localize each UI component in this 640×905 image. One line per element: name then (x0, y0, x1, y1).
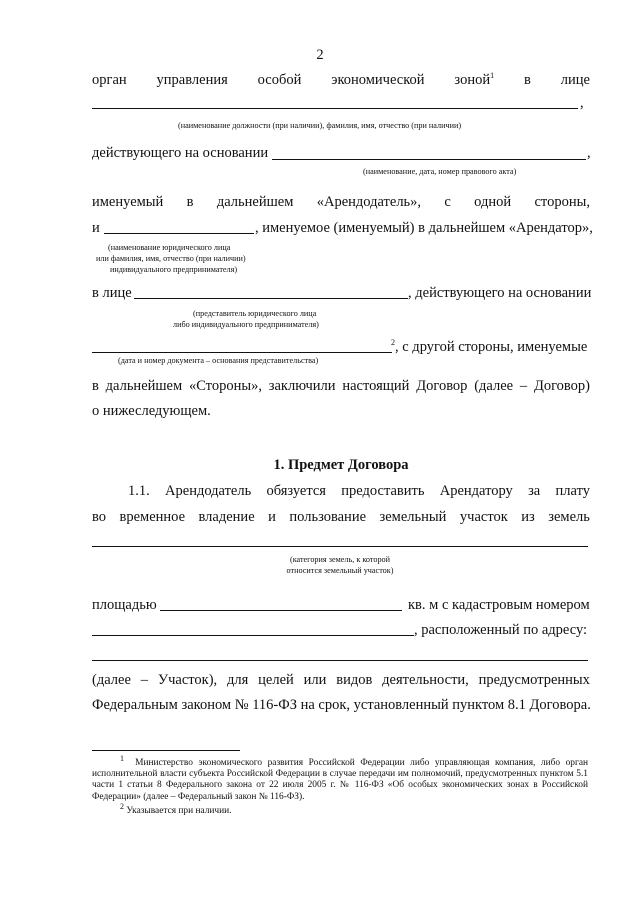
word: орган (92, 72, 127, 88)
word: и (268, 509, 276, 525)
land-line (92, 671, 590, 689)
row-organ (92, 71, 590, 89)
word: видов (336, 672, 373, 688)
word: (далее (92, 672, 131, 688)
word: земельный (379, 509, 447, 525)
word: для (227, 672, 249, 688)
word: предусмотренных (478, 672, 590, 688)
word: за (528, 483, 541, 499)
word: дальнейшем (216, 194, 294, 210)
word: временное (119, 509, 186, 525)
address-suffix: , расположенный по адресу: (414, 622, 588, 638)
word: предоставить (341, 483, 425, 499)
word: целей (258, 672, 294, 688)
row-landlord (92, 193, 590, 211)
blank-area[interactable] (160, 610, 402, 611)
word: именуемый (92, 194, 164, 210)
hint-act: (наименование, дата, номер правового акта) (363, 167, 517, 176)
blank-representative[interactable] (134, 298, 408, 299)
face-suffix: , действующего на основании (408, 285, 592, 301)
and-word: и (92, 220, 100, 236)
word: лице (560, 72, 590, 88)
word: Арендодатель (165, 483, 252, 499)
hint-rep-1: (представитель юридического лица (193, 309, 317, 318)
hint-position: (наименование должности (при наличии), фамилия, имя, отчество (при наличии) (178, 121, 462, 130)
word: в (186, 194, 194, 210)
following: о нижеследующем. (92, 403, 211, 419)
parties-line: в дальнейшем «Стороны», заключили настоящий Договор (далее – Договор) (92, 378, 590, 394)
blank-tenant-name[interactable] (104, 233, 254, 234)
word: деятельности, (382, 672, 469, 688)
blank-rep-document[interactable] (92, 352, 392, 353)
word: земель (548, 509, 590, 525)
footnote-ref-2: 2 (391, 338, 395, 348)
footnote-2 (120, 801, 232, 817)
area-prefix: площадью (92, 597, 157, 613)
word: из (521, 509, 535, 525)
word: особой (257, 72, 302, 88)
word: – (140, 672, 148, 688)
footnote-1-text: Министерство экономического развития Российской Федерации либо управляющая компания, либо орган исполнительной власти субъекта Российской Федерации в случае передачи им полномочий, предусмотренных пунктом 5.1 части 1 статьи 8 Федерального закона от 22 июля 2005 г. № 116-ФЗ «Об особых экономических зонах в Российской Федерации» (далее – Федеральный закон № 116-ФЗ). (92, 758, 589, 802)
p11-line1 (128, 482, 590, 500)
footnote-1 (92, 753, 589, 803)
face-prefix: в лице (92, 285, 132, 301)
word: обязуется (266, 483, 326, 499)
section-title: 1. Предмет Договора (273, 457, 409, 473)
footnote-separator (92, 750, 240, 751)
blank-position[interactable] (92, 108, 578, 109)
word: стороны, (534, 194, 590, 210)
footnote-1-ref: 1 (120, 753, 124, 763)
hint-legal-2: или фамилия, имя, отчество (при наличии) (96, 254, 246, 263)
word: одной (474, 194, 512, 210)
word: экономической (331, 72, 425, 88)
blank-cadastral-number[interactable] (92, 635, 414, 636)
word: участок (459, 509, 508, 525)
blank-land-category[interactable] (92, 546, 588, 547)
footnote-2-text: Указывается при наличии. (126, 806, 232, 816)
named-tenant: , именуемое (именуемый) в дальнейшем «Арендатор», (255, 220, 593, 236)
acting-prefix: действующего на основании (92, 145, 269, 161)
word-zone: зоной$^1$ (454, 71, 495, 88)
page-number: 2 (316, 47, 324, 63)
comma: , (587, 145, 591, 161)
hint-legal-1: (наименование юридического лица (108, 243, 231, 252)
blank-legal-act[interactable] (272, 159, 586, 160)
word: Арендатору (439, 483, 513, 499)
word: владение (198, 509, 255, 525)
word: во (92, 509, 106, 525)
word: «Арендодатель», (316, 194, 422, 210)
hint-legal-3: индивидуального предпринимателя) (110, 265, 238, 274)
p11-line2 (92, 508, 590, 526)
word: в (523, 72, 531, 88)
word: или (303, 672, 327, 688)
hint-doc: (дата и номер документа – основания представительства) (118, 356, 319, 365)
word: управления (156, 72, 228, 88)
hint-rep-2: либо индивидуального предпринимателя) (173, 320, 319, 329)
law-line: Федеральным законом № 116-ФЗ на срок, установленный пунктом 8.1 Договора. (92, 697, 591, 713)
footnote-ref-1: 1 (490, 71, 495, 81)
hint-category-1: (категория земель, к которой (289, 555, 391, 564)
other-side: $^2$, с другой стороны, именуемые (391, 338, 588, 355)
word: пользование (289, 509, 367, 525)
footnote-2-ref: 2 (120, 801, 124, 811)
area-suffix: кв. м с кадастровым номером (408, 597, 590, 613)
word: плату (555, 483, 590, 499)
word: Участок), (157, 672, 218, 688)
word: с (444, 194, 451, 210)
hint-category-2: относится земельный участок) (286, 566, 394, 575)
comma: , (580, 95, 584, 111)
word: 1.1. (128, 483, 150, 499)
blank-address[interactable] (92, 660, 588, 661)
